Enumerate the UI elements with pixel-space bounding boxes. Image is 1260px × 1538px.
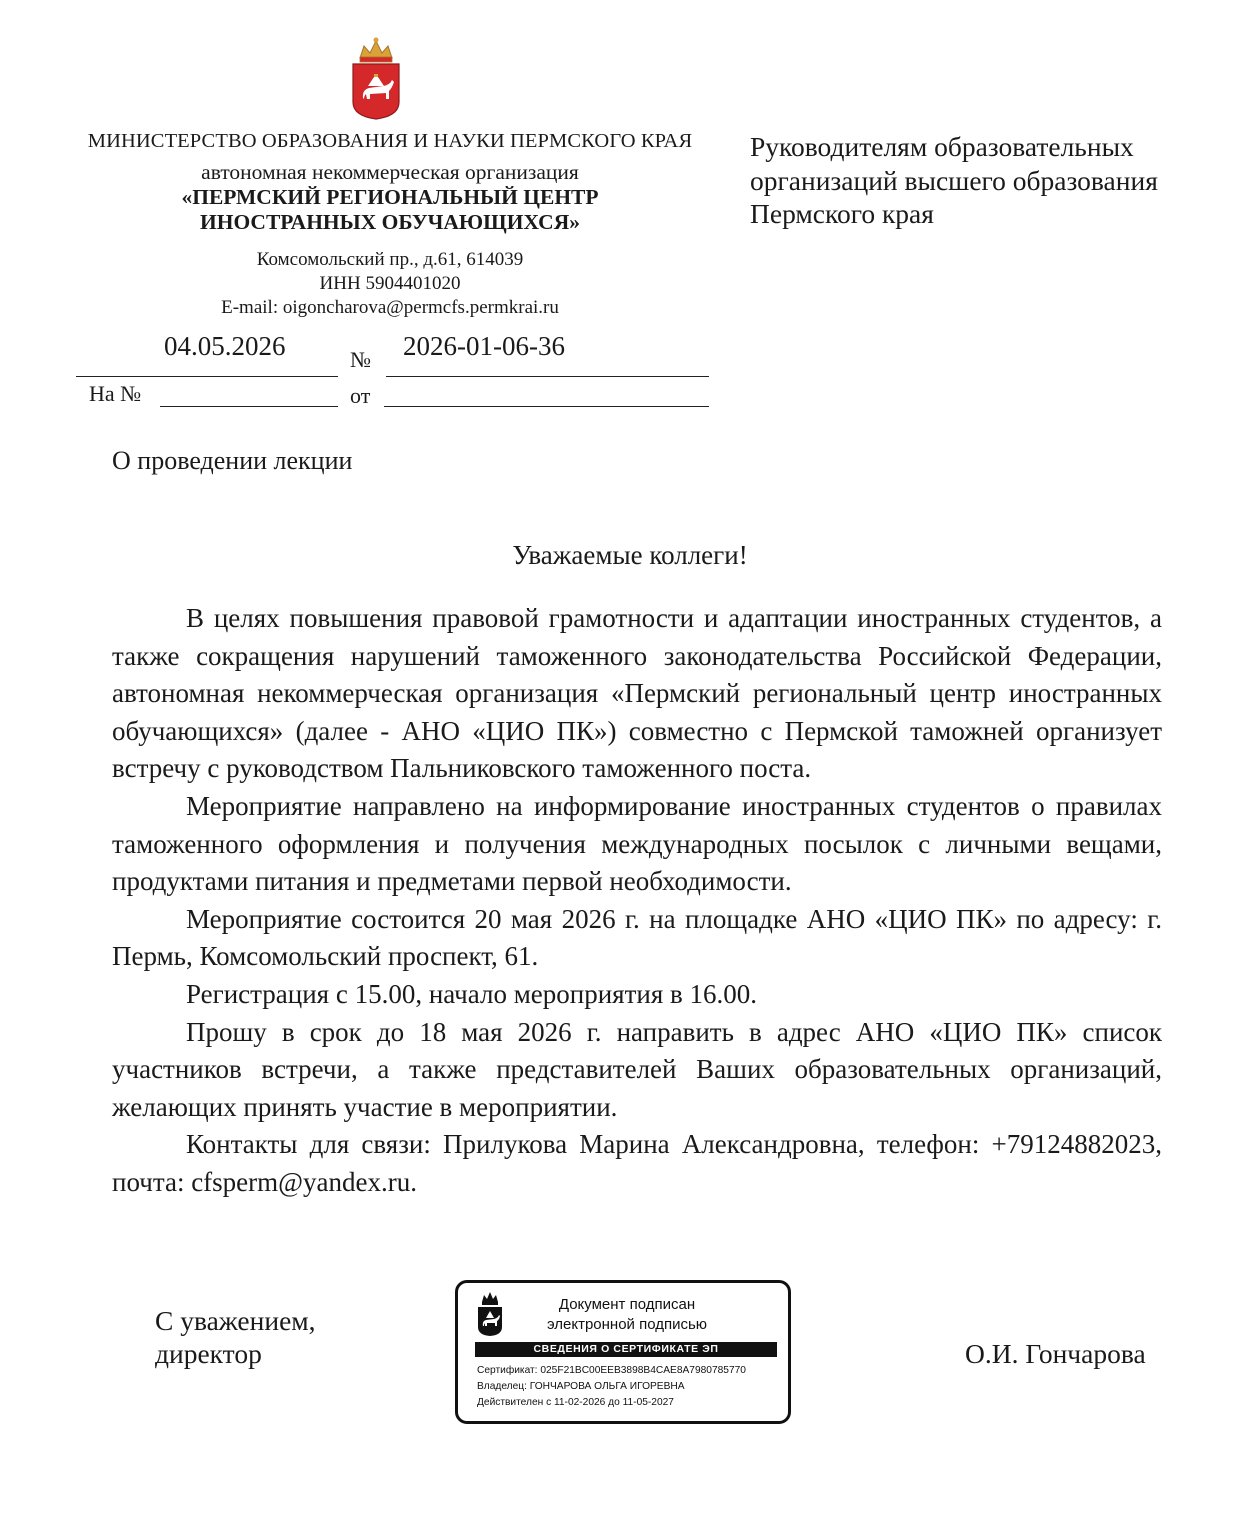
- reference-number-label: На №: [89, 381, 142, 406]
- coat-of-arms-icon: [350, 36, 402, 120]
- body-paragraph-3: Мероприятие состоится 20 мая 2026 г. на площадке АНО «ЦИО ПК» по адресу: г. Пермь, Комсомольский проспект, 61.: [112, 903, 1162, 972]
- coat-of-arms-icon: [476, 1289, 504, 1337]
- organization-name: [60, 185, 720, 235]
- organization-inn: ИНН 5904401020: [319, 273, 461, 294]
- recipient-block: [750, 130, 1220, 231]
- electronic-signature-stamp: [455, 1280, 791, 1424]
- body-paragraph-1: В целях повышения правовой грамотности и адаптации иностранных студентов, а также сокращения нарушений таможенного законодательства Российской Федерации, автономная некоммерческая организация «Пермский региональный центр иностранных обучающихся» (далее - АНО «ЦИО ПК») совместно с Пермской таможней организует встречу с руководством Пальниковского таможенного поста.: [112, 603, 1162, 784]
- body-paragraph-5: Прошу в срок до 18 мая 2026 г. направить в адрес АНО «ЦИО ПК» список участников встречи, а также представителей Ваших образовательных организаций, желающих принять участие в мероприятии.: [112, 1016, 1162, 1122]
- organization-email: E-mail: oigoncharova@permcfs.permkrai.ru: [221, 297, 559, 318]
- recipient-line-1: Руководителям образовательных: [750, 131, 1134, 162]
- recipient-line-2: организаций высшего образования: [750, 164, 1158, 196]
- stamp-title-line-1: Документ подписан: [558, 1296, 696, 1313]
- document-date: 04.05.2026: [164, 331, 286, 361]
- organization-address: Комсомольский пр., д.61, 614039: [256, 249, 524, 270]
- signer-name: О.И. Гончарова: [965, 1338, 1146, 1369]
- organization-name-line-1: «ПЕРМСКИЙ РЕГИОНАЛЬНЫЙ ЦЕНТР: [181, 185, 599, 209]
- date-underline: [76, 376, 338, 377]
- stamp-title-line-2: электронной подписью: [546, 1316, 708, 1333]
- organization-name-line-2: ИНОСТРАННЫХ ОБУЧАЮЩИХСЯ»: [200, 210, 580, 234]
- organization-type: автономная некоммерческая организация: [201, 160, 579, 184]
- body-paragraph-2: Мероприятие направлено на информирование иностранных студентов о правилах таможенного оформления и получения международных посылок с личными вещами, продуктами питания и предметами первой необходимости.: [112, 790, 1162, 897]
- closing-salutation: С уважением,: [155, 1305, 316, 1336]
- body-paragraph-4: Регистрация с 15.00, начало мероприятия в 16.00.: [186, 978, 757, 1009]
- certificate-validity: Действителен с 11-02-2026 до 11-05-2027: [477, 1397, 674, 1408]
- number-underline: [386, 376, 709, 377]
- signer-position: директор: [155, 1338, 262, 1369]
- letter-body: [112, 600, 1162, 1202]
- closing-block: [155, 1304, 316, 1370]
- stamp-title: [514, 1295, 740, 1335]
- reference-from-label: от: [350, 383, 371, 408]
- ministry-name: МИНИСТЕРСТВО ОБРАЗОВАНИЯ И НАУКИ ПЕРМСКОГО КРАЯ: [87, 130, 693, 152]
- certificate-info-bar: СВЕДЕНИЯ О СЕРТИФИКАТЕ ЭП: [475, 1342, 777, 1357]
- body-paragraph-6: Контакты для связи: Прилукова Марина Александровна, телефон: +79124882023, почта: cfsperm@yandex.ru.: [112, 1129, 1162, 1197]
- reference-number-underline: [160, 406, 338, 407]
- document-number: 2026-01-06-36: [403, 331, 565, 361]
- recipient-line-3: Пермского края: [750, 198, 934, 229]
- letter-subject: О проведении лекции: [112, 446, 353, 475]
- certificate-owner: Владелец: ГОНЧАРОВА ОЛЬГА ИГОРЕВНА: [477, 1381, 685, 1392]
- letter-greeting: Уважаемые коллеги!: [512, 540, 748, 570]
- certificate-number: Сертификат: 025F21BC00EEB3898B4CAE8A7980785770: [477, 1365, 746, 1376]
- reference-date-underline: [384, 406, 709, 407]
- number-label: №: [350, 347, 371, 372]
